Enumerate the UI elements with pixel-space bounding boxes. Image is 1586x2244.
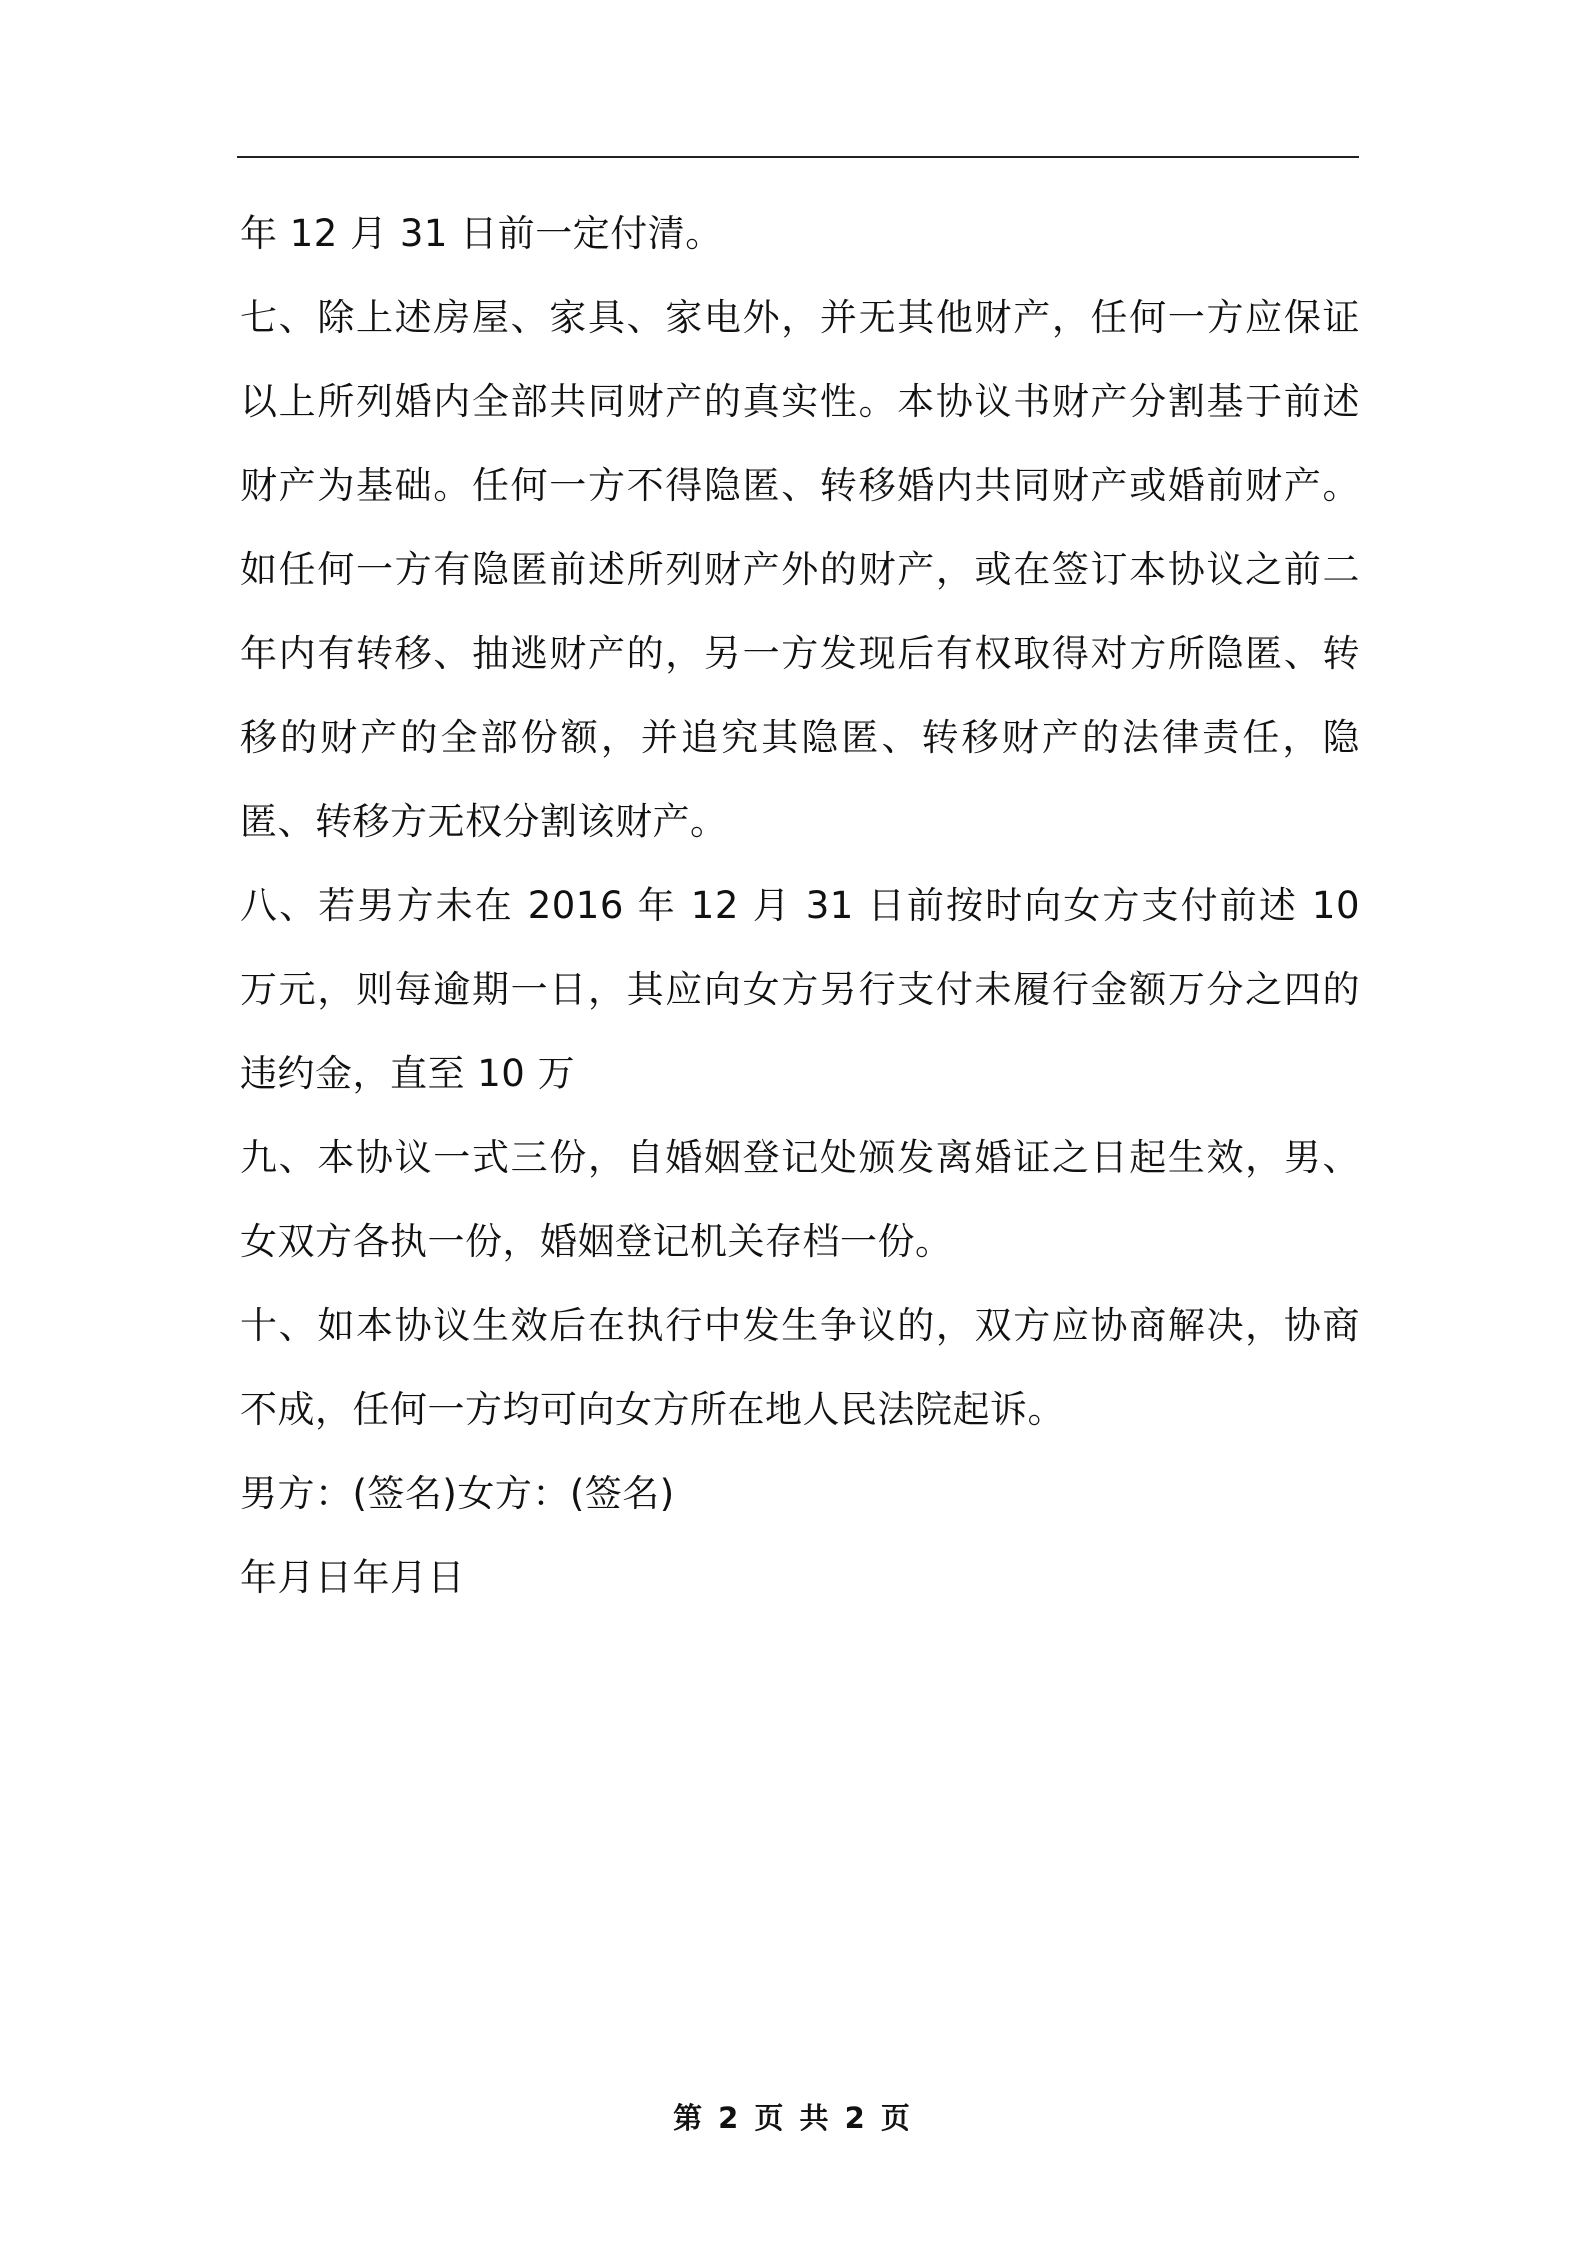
clause-8: 八、若男方未在 2016 年 12 月 31 日前按时向女方支付前述 10 万元，则每逾期一日，其应向女方另行支付未履行金额万分之四的违约金，直至 10 万: [240, 884, 1360, 1095]
document-body: [240, 192, 1360, 1620]
signature-line: 男方：(签名)女方：(签名): [240, 1472, 675, 1515]
header-rule: [237, 156, 1359, 158]
clause-10: 十、如本协议生效后在执行中发生争议的，双方应协商解决，协商不成，任何一方均可向女方所在地人民法院起诉。: [240, 1304, 1360, 1431]
clause-7: 七、除上述房屋、家具、家电外，并无其他财产，任何一方应保证以上所列婚内全部共同财产的真实性。本协议书财产分割基于前述财产为基础。任何一方不得隐匿、转移婚内共同财产或婚前财产。如任何一方有隐匿前述所列财产外的财产，或在签订本协议之前二年内有转移、抽逃财产的，另一方发现后有权取得对方所隐匿、转移的财产的全部份额，并追究其隐匿、转移财产的法律责任，隐匿、转移方无权分割该财产。: [240, 296, 1360, 843]
paragraph-continuation: 年 12 月 31 日前一定付清。: [240, 212, 723, 255]
page-number: 第 2 页 共 2 页: [673, 2101, 913, 2135]
date-line: 年月日年月日: [240, 1556, 465, 1599]
clause-9: 九、本协议一式三份，自婚姻登记处颁发离婚证之日起生效，男、女双方各执一份，婚姻登记机关存档一份。: [240, 1136, 1360, 1263]
